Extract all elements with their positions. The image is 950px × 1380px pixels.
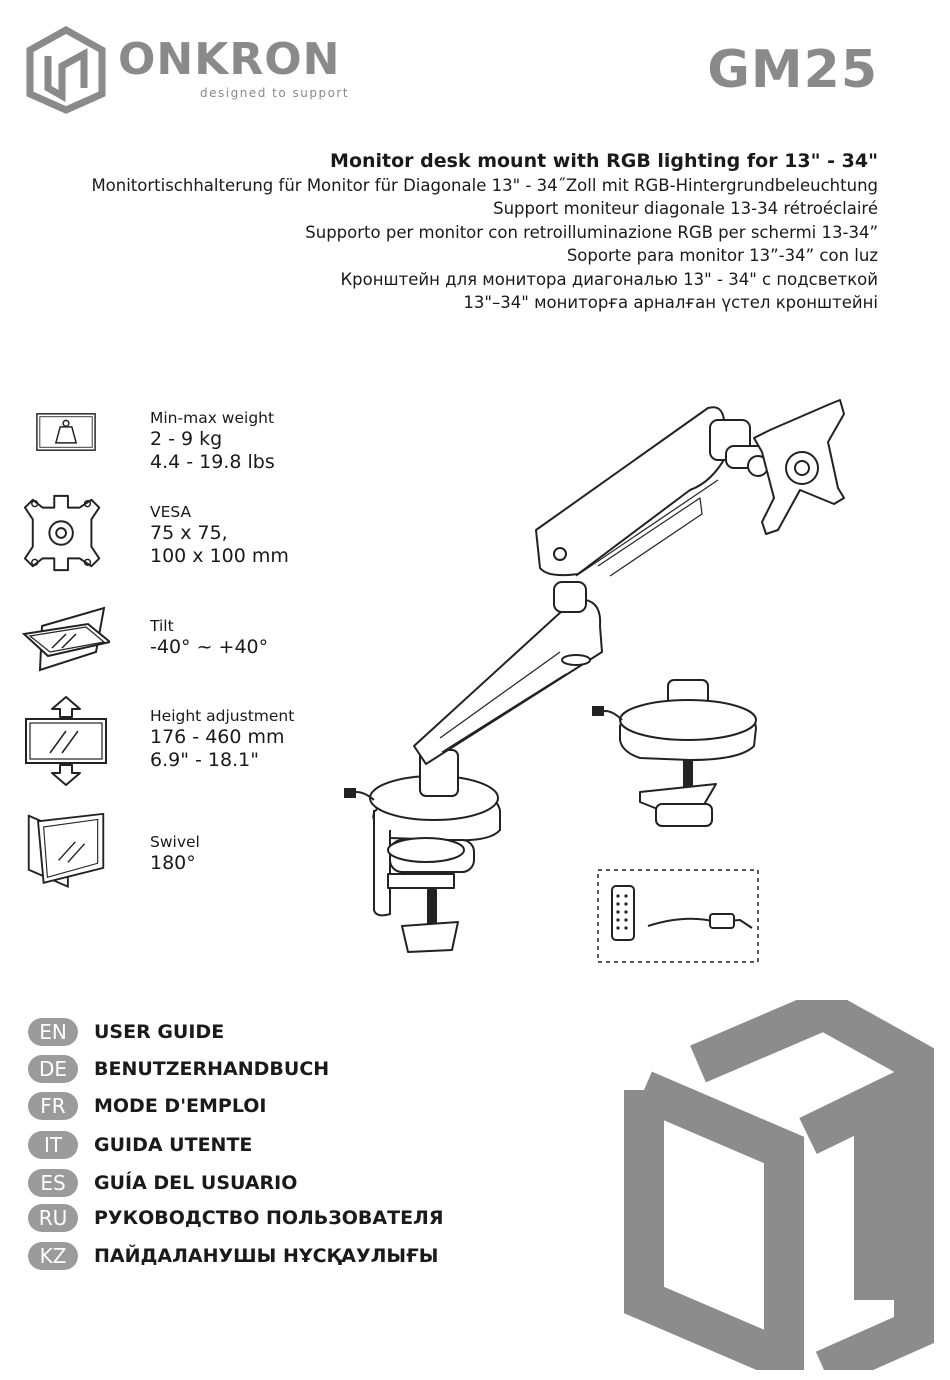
product-titles xyxy=(91,148,878,314)
title-fr: Support moniteur diagonale 13-34 rétroéclairé xyxy=(493,199,878,219)
vesa-plate-icon xyxy=(22,490,110,576)
language-code: FR xyxy=(28,1092,78,1120)
height-adjust-icon xyxy=(22,692,110,786)
height-value-in: 6.9" - 18.1" xyxy=(150,749,259,771)
vesa-value-1: 75 x 75, xyxy=(150,522,228,544)
language-guide-title: BENUTZERHANDBUCH xyxy=(94,1058,330,1080)
title-main: Monitor desk mount with RGB lighting for 13" - 34" xyxy=(330,150,878,172)
language-guide-title: USER GUIDE xyxy=(94,1021,225,1043)
language-code: KZ xyxy=(28,1242,78,1270)
tilt-label: Tilt xyxy=(150,617,174,635)
vesa-value-2: 100 x 100 mm xyxy=(150,545,289,567)
spec-weight xyxy=(22,408,312,480)
title-it: Supporto per monitor con retroilluminazione RGB per schermi 13-34” xyxy=(305,222,878,242)
vesa-label: VESA xyxy=(150,503,192,521)
language-guide-title: РУКОВОДСТВО ПОЛЬЗОВАТЕЛЯ xyxy=(94,1207,444,1229)
brand-name: ONKRON xyxy=(118,34,341,85)
language-code: IT xyxy=(28,1131,78,1159)
title-de: Monitortischhalterung für Monitor für Diagonale 13" - 34˝Zoll mit RGB-Hintergrundbeleuchtung xyxy=(91,176,878,195)
title-es: Soporte para monitor 13”-34” con luz xyxy=(566,246,878,266)
tilt-value: -40° ~ +40° xyxy=(150,636,269,658)
weight-icon xyxy=(22,408,110,472)
swivel-icon xyxy=(22,812,110,894)
language-code: EN xyxy=(28,1018,78,1046)
language-code: DE xyxy=(28,1055,78,1083)
language-guide-title: GUIDA UTENTE xyxy=(94,1134,253,1156)
spec-tilt xyxy=(22,616,312,686)
brand-tagline: designed to support xyxy=(200,86,350,100)
tilt-icon xyxy=(22,596,110,684)
spec-vesa xyxy=(22,502,312,582)
swivel-label: Swivel xyxy=(150,833,200,851)
monitor-arm-illustration xyxy=(330,390,870,970)
weight-value-kg: 2 - 9 kg xyxy=(150,428,223,450)
swivel-value: 180° xyxy=(150,852,196,874)
language-code: RU xyxy=(28,1204,78,1232)
title-ru: Кронштейн для монитора диагональю 13" - 34" с подсветкой xyxy=(340,269,878,289)
spec-swivel xyxy=(22,832,312,902)
height-value-mm: 176 - 460 mm xyxy=(150,726,285,748)
weight-value-lbs: 4.4 - 19.8 lbs xyxy=(150,451,275,473)
language-code: ES xyxy=(28,1169,78,1197)
language-guide-title: ПАЙДАЛАНУШЫ НҰСҚАУЛЫҒЫ xyxy=(94,1245,439,1267)
language-guide-title: MODE D'EMPLOI xyxy=(94,1095,267,1117)
model-number: GM25 xyxy=(707,40,878,100)
weight-label: Min-max weight xyxy=(150,409,275,427)
height-label: Height adjustment xyxy=(150,707,295,725)
title-kz: 13"–34" мониторға арналған үстел кронштейні xyxy=(463,293,878,313)
spec-height xyxy=(22,706,312,786)
language-guide-title: GUÍA DEL USUARIO xyxy=(94,1172,298,1194)
onkron-logo-icon xyxy=(26,26,106,114)
brand-mark-watermark-icon xyxy=(624,1000,934,1370)
